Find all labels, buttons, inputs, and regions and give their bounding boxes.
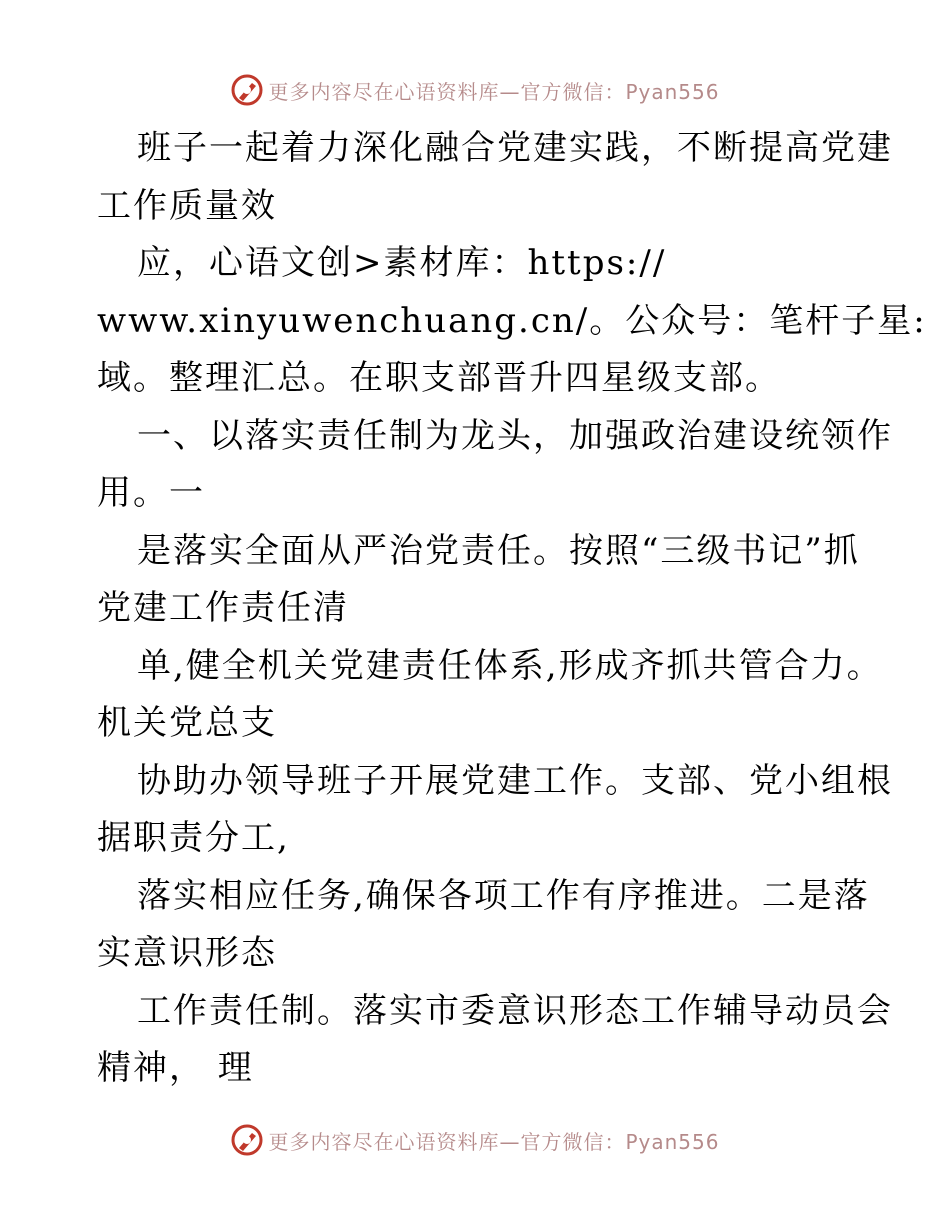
text-line: 落实相应任务,确保各项工作有序推进。二是落 bbox=[137, 875, 870, 916]
footer-watermark-text: 更多内容尽在心语资料库—官方微信：Pyan556 bbox=[268, 1129, 720, 1154]
footer-watermark bbox=[0, 1120, 950, 1160]
text-line: 精神， 理 bbox=[97, 1048, 254, 1088]
red-circle-pen-logo-icon bbox=[230, 73, 264, 107]
header-watermark-text: 更多内容尽在心语资料库—官方微信：Pyan556 bbox=[268, 79, 720, 104]
text-line: 工作质量效 bbox=[97, 185, 277, 226]
red-circle-pen-logo-icon bbox=[230, 1123, 264, 1157]
text-line: www.xinyuwenchuang.cn/。公众号：笔杆子星: bbox=[97, 300, 927, 341]
text-line: 班子一起着力深化融合党建实践，不断提高党建 bbox=[137, 128, 893, 168]
text-line: 工作责任制。落实市委意识形态工作辅导动员会 bbox=[137, 990, 893, 1031]
header-watermark bbox=[0, 70, 950, 110]
text-line: 据职责分工, bbox=[97, 818, 290, 858]
text-line: 单,健全机关党建责任体系,形成齐抓共管合力。 bbox=[137, 645, 883, 686]
text-line: 一、以落实责任制为龙头，加强政治建设统领作 bbox=[137, 415, 893, 456]
text-line: 域。整理汇总。在职支部晋升四星级支部。 bbox=[97, 358, 781, 398]
text-line: 应，心语文创>素材库：https:// bbox=[137, 243, 667, 283]
text-line: 党建工作责任清 bbox=[97, 588, 349, 628]
text-line: 用。一 bbox=[97, 473, 205, 513]
text-line: 是落实全面从严治党责任。按照“三级书记”抓 bbox=[137, 530, 860, 571]
text-line: 机关党总支 bbox=[97, 703, 277, 743]
text-line: 实意识形态 bbox=[97, 933, 277, 973]
text-line: 协助办领导班子开展党建工作。支部、党小组根 bbox=[137, 760, 893, 801]
document-body bbox=[97, 120, 927, 1098]
